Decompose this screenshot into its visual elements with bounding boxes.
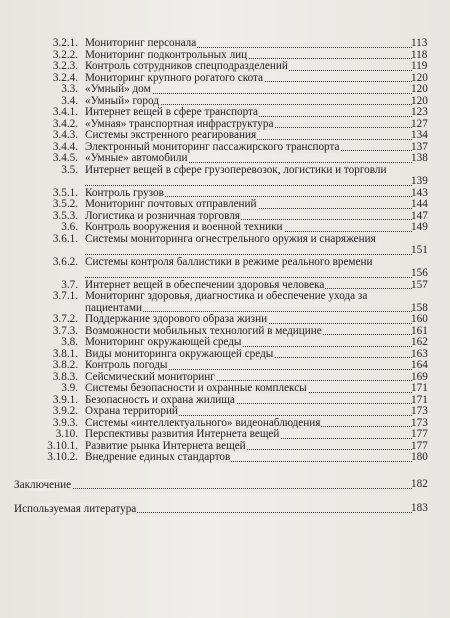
toc-entry-page: 149 <box>411 221 428 233</box>
toc-entry-title <box>85 291 412 314</box>
toc-entry <box>0 61 450 73</box>
toc-entry <box>0 234 450 257</box>
toc-entry-title-text: Развитие рынка Интернета вещей <box>85 440 246 452</box>
toc-entry-title <box>85 372 412 384</box>
toc-entry <box>0 84 450 96</box>
toc-entry-number: 3.10. <box>55 428 78 440</box>
toc-entry-number: 3.5.1. <box>52 186 78 199</box>
toc-entry-title-text: Мониторинг персонала <box>85 38 197 49</box>
toc-entry-title-text: «Умный» дом <box>85 84 151 95</box>
toc-entry-title-text: «Умные» автомобили <box>85 153 188 164</box>
toc-entry-title <box>85 280 412 292</box>
toc-entry-title <box>85 153 412 165</box>
toc-entry-number: 3.2.4. <box>52 71 78 84</box>
toc-entry-title-text: Виды мониторинга окружающей среды <box>85 348 274 360</box>
toc-entry-title <box>85 222 412 234</box>
toc-entry-page: 119 <box>411 60 428 72</box>
toc-entry-page: 173 <box>411 405 428 417</box>
toc-entry <box>0 314 450 326</box>
toc-entry-title-text: Электронный мониторинг пассажирского транспорта <box>85 141 340 153</box>
toc-entry-number: 3.5.2. <box>52 198 78 210</box>
conclusion-title: Заключение <box>14 478 72 491</box>
toc-entry-title <box>85 61 412 73</box>
toc-entry-number: 3.8.1. <box>52 347 78 360</box>
toc-entry-number: 3.8. <box>61 336 78 348</box>
toc-entry-title <box>85 337 412 349</box>
toc-entry-number: 3.9. <box>61 382 78 394</box>
toc-entry-number: 3.4.4. <box>52 140 78 153</box>
toc-entry-title <box>85 406 412 418</box>
toc-entry-page: 147 <box>411 209 428 222</box>
toc-entry-title <box>85 314 412 326</box>
toc-entry-page: 180 <box>411 451 428 463</box>
toc-entry-page: 156 <box>411 267 428 279</box>
toc-entry-title-text: Системы «интеллектуального» видеонаблюдения <box>85 417 321 429</box>
toc-entry-page: 120 <box>411 83 428 95</box>
toc-entry-title <box>85 211 412 223</box>
toc-entry <box>0 222 450 234</box>
toc-entry-page: 161 <box>411 324 428 337</box>
toc-entry-title-text: Возможности мобильных технологий в медицине <box>85 325 322 337</box>
leader-dots <box>85 185 412 186</box>
toc-entry-title-text: Перспективы развития Интернета вещей <box>85 429 280 440</box>
toc-entry-number: 3.4. <box>61 94 78 107</box>
toc-entry <box>0 291 450 314</box>
toc-entry-number: 3.9.3. <box>52 416 78 429</box>
toc-entry-title-text: Логистика и розничная торговля <box>85 210 240 222</box>
toc-entry-title <box>85 130 412 142</box>
toc-entry-page: 173 <box>411 416 428 429</box>
toc-entry-title-text: Интернет вещей в сфере грузоперевозок, логистики и торговли <box>85 164 387 176</box>
toc-entry <box>0 383 450 395</box>
toc-entry <box>0 130 450 142</box>
toc-entry-page: 160 <box>411 313 428 325</box>
toc-entry <box>0 38 450 50</box>
toc-entry-number: 3.2.1. <box>52 37 78 49</box>
toc-entry-title-text: Мониторинг подконтрольных лиц <box>85 49 248 61</box>
toc-entry-title <box>85 429 412 441</box>
toc-entry-number: 3.4.5. <box>52 152 78 164</box>
toc-entry <box>0 257 450 280</box>
literature-entry <box>0 500 450 518</box>
toc-entry-page: 169 <box>411 370 428 383</box>
toc-entry-number: 3.5. <box>61 163 78 176</box>
toc-entry-number: 3.9.2. <box>52 405 78 417</box>
toc-entry-title-text: Охрана территорий <box>85 406 178 417</box>
toc-entry-title-text: Интернет вещей в обеспечении здоровья человека <box>85 279 325 291</box>
toc-entry-title <box>85 395 412 407</box>
toc-entry-number: 3.6. <box>61 221 78 233</box>
toc-entry-title-text: Контроль грузов <box>85 187 164 199</box>
toc-entry-title <box>85 50 412 62</box>
toc-entry-title-text: Контроль погоды <box>85 360 168 371</box>
toc-entry-title <box>85 441 412 453</box>
toc-entry-number: 3.10.1. <box>47 439 78 452</box>
toc-entry-number: 3.7.2. <box>52 313 78 325</box>
toc-entry-number: 3.8.2. <box>52 359 78 371</box>
toc-entry-title-text: Сейсмический мониторинг <box>85 371 215 383</box>
toc-entry-title-text: Внедрение единых стандартов <box>85 452 231 463</box>
toc-entry-title-text: Контроль сотрудников спецподразделений <box>85 61 288 72</box>
toc-entry-title <box>85 452 412 464</box>
toc-entry-page: 144 <box>411 198 428 210</box>
toc-entry-page: 171 <box>411 393 428 406</box>
toc-entry-title-text: Интернет вещей в сфере транспорта <box>85 107 259 118</box>
toc-entry-title <box>85 38 412 50</box>
toc-entry <box>0 199 450 211</box>
toc-entry-number: 3.4.3. <box>52 129 78 141</box>
toc-entry-number: 3.9.1. <box>52 393 78 406</box>
toc-entry-title-text: Системы безопасности и охранные комплексы <box>85 383 307 394</box>
toc-entry-page: 127 <box>411 117 428 130</box>
toc-entry-title-text: Системы мониторинга огнестрельного оружия и снаряжения <box>85 233 376 245</box>
toc-entry-page: 171 <box>411 382 428 394</box>
toc-entry-title <box>85 188 412 200</box>
toc-entry <box>0 165 450 188</box>
toc-entry-number: 3.4.1. <box>52 106 78 118</box>
toc-entry-title <box>85 142 412 154</box>
toc-entry-page: 143 <box>411 186 428 199</box>
toc-entry-number: 3.2.3. <box>52 60 78 72</box>
leader-dots <box>85 254 412 255</box>
toc-entry-title <box>85 383 412 395</box>
toc-entry-page: 118 <box>411 48 428 61</box>
toc-entry <box>0 360 450 372</box>
toc-entry-page: 162 <box>411 336 428 348</box>
toc-entry-title-text: Мониторинг окружающей среды <box>85 337 242 348</box>
toc-entry-number: 3.6.2. <box>52 255 78 268</box>
toc-entry-page: 163 <box>411 347 428 360</box>
toc-entry-title <box>85 234 412 246</box>
toc-entry-page: 123 <box>411 106 428 118</box>
toc-entry-page: 138 <box>411 152 428 164</box>
toc-entry <box>0 452 450 464</box>
toc-entry-title <box>85 96 412 108</box>
toc-entry-page: 158 <box>411 301 428 314</box>
conclusion-entry <box>0 476 450 494</box>
toc-entry-number: 3.10.2. <box>47 451 78 463</box>
literature-title: Используемая литература <box>14 502 137 515</box>
toc-entry-number: 3.2.2. <box>52 48 78 61</box>
toc-entry-number: 3.5.3. <box>52 209 78 222</box>
toc-entry-page: 151 <box>411 244 428 256</box>
toc-entry-title-text: Контроль вооружения и военной техники <box>85 222 283 233</box>
toc-entry-number: 3.3. <box>61 83 78 95</box>
toc-entry-title-text: Безопасность и охрана жилища <box>85 394 235 406</box>
toc-entry-title <box>85 360 412 372</box>
toc-entry-title-text: Системы контроля баллистики в режиме реального времени <box>85 256 373 268</box>
toc-entry-title <box>85 199 412 211</box>
toc-entry-number: 3.7.1. <box>52 290 78 302</box>
toc-entry-title-text: «Умная» транспортная инфраструктура <box>85 118 274 130</box>
toc-entry-title-text: Мониторинг здоровья, диагностика и обеспечение ухода за пациентами <box>85 291 368 314</box>
toc-entry-title-text: Поддержание здорового образа жизни <box>85 314 268 325</box>
toc-entry-page: 177 <box>411 439 428 452</box>
toc-entry-title-text: «Умный» город <box>85 95 159 107</box>
toc-entry-title <box>85 107 412 119</box>
toc-entry-number: 3.6.1. <box>52 232 78 245</box>
toc-entry-title <box>85 73 412 85</box>
toc-entry <box>0 107 450 119</box>
toc-entry-title-text: Мониторинг почтовых отправлений <box>85 199 257 210</box>
toc-entry-page: 113 <box>411 37 428 49</box>
toc-entry <box>0 153 450 165</box>
toc-entry-title <box>85 418 412 430</box>
toc-entry-page: 134 <box>411 129 428 141</box>
toc-entry-title <box>85 84 412 96</box>
toc-entry-title <box>85 326 412 338</box>
toc-entry <box>0 337 450 349</box>
toc-entry-page: 164 <box>411 359 428 371</box>
leader-dots <box>85 277 412 278</box>
toc-entry-title <box>85 257 412 269</box>
toc-entry-page: 120 <box>411 71 428 84</box>
toc-entry <box>0 406 450 418</box>
toc-entry-page: 120 <box>411 94 428 107</box>
toc-entry-number: 3.4.2. <box>52 117 78 130</box>
toc-entry-title <box>85 349 412 361</box>
toc-entry-number: 3.7.3. <box>52 324 78 337</box>
toc-entry <box>0 429 450 441</box>
literature-page: 183 <box>411 502 428 514</box>
toc-entry-page: 139 <box>411 175 428 187</box>
table-of-contents <box>0 38 450 464</box>
toc-entry-title-text: Мониторинг крупного рогатого скота <box>85 72 264 84</box>
toc-entry-page: 137 <box>411 140 428 153</box>
toc-entry-title <box>85 119 412 131</box>
conclusion-page: 182 <box>411 478 428 490</box>
toc-entry-number: 3.7. <box>61 278 78 291</box>
toc-entry-number: 3.8.3. <box>52 370 78 383</box>
leader-dots <box>14 488 412 489</box>
toc-entry-title-text: Системы экстренного реагирования <box>85 130 257 141</box>
toc-entry-page: 177 <box>411 428 428 440</box>
toc-entry-title <box>85 165 412 177</box>
toc-entry-page: 157 <box>411 278 428 291</box>
